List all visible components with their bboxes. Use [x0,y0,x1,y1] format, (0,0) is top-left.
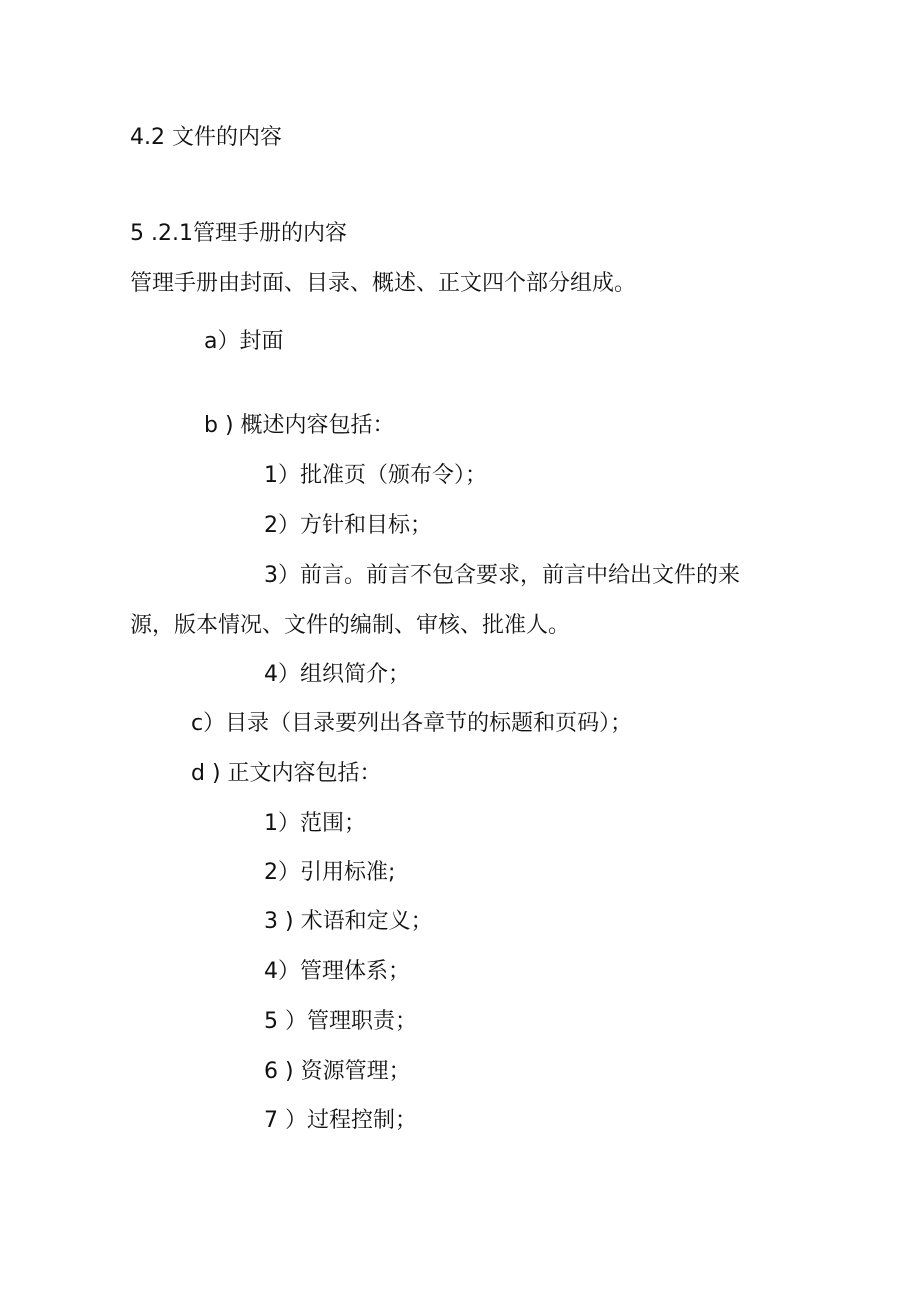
sub-item: 4）组织简介； [264,662,410,687]
sub-item-continuation: 源，版本情况、文件的编制、审核、批准人。 [130,613,571,638]
list-item-d: d ) 正文内容包括： [191,761,382,786]
list-item-b: b ) 概述内容包括： [204,413,395,438]
sub-item: 7 ）过程控制； [264,1108,417,1133]
sub-item: 5 ）管理职责； [264,1009,417,1034]
list-item-c: c）目录（目录要列出各章节的标题和页码）； [191,711,633,736]
subsection-heading: 5 .2.1管理手册的内容 [130,221,347,246]
sub-item: 4）管理体系； [264,959,410,984]
list-item-a: a）封面 [204,329,284,354]
sub-item: 3 ) 术语和定义； [264,909,433,934]
section-heading: 4.2 文件的内容 [130,125,282,150]
sub-item: 1）范围； [264,811,366,836]
sub-item: 3）前言。前言不包含要求，前言中给出文件的来 [264,563,740,588]
sub-item: 2）方针和目标； [264,513,432,538]
sub-item: 1）批准页（颁布令）； [264,463,487,488]
sub-item: 6 ) 资源管理； [264,1059,411,1084]
sub-item: 2）引用标准; [264,860,396,885]
intro-paragraph: 管理手册由封面、目录、概述、正文四个部分组成。 [130,271,637,296]
